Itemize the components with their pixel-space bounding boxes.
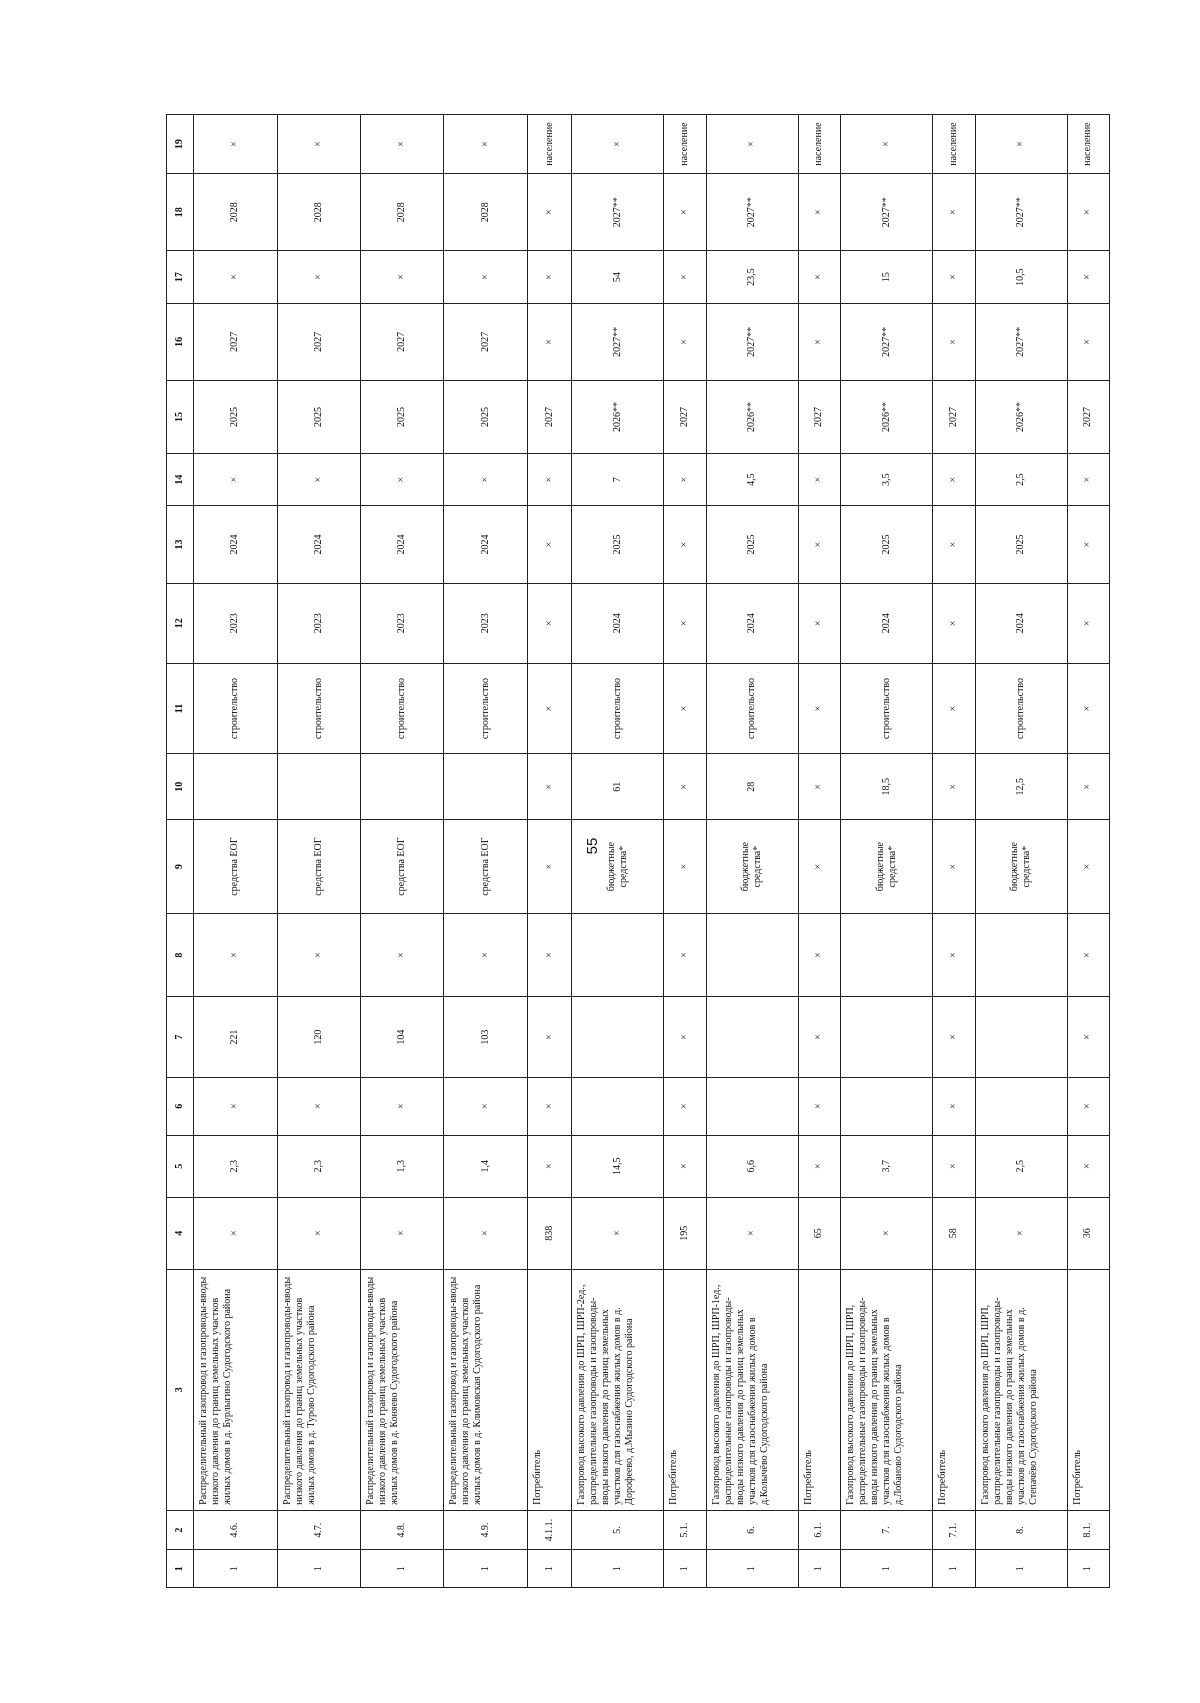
table-cell: × [933,506,975,583]
table-cell: 2025 [194,381,277,454]
table-cell: средства ЕОГ [194,820,277,913]
table-cell: × [798,453,840,506]
table-cell: × [277,1197,360,1269]
table-cell: 2023 [194,583,277,663]
column-header: 10 [167,754,194,820]
table-cell: 4.7. [277,1510,360,1550]
table-cell: × [664,506,706,583]
table-cell: 12,5 [975,754,1067,820]
table-cell [361,754,444,820]
table-cell: 10,5 [975,251,1067,304]
table-cell: бюджетные средства* [572,820,664,913]
row-description: Газопровод высокого давления до ШРП, ШРП-2ед., распределительные газопроводы и газопроводы-вводы низкого давления до границ земельных участков для газоснабжения жилых домов в д. Дорофеево, д.Мызино Судогодского района [572,1269,664,1510]
table-cell: × [706,1197,798,1269]
table-cell: × [798,1135,840,1197]
table-cell: 6.1. [798,1510,840,1550]
table-cell: средства ЕОГ [277,820,360,913]
table-cell: 2027 [527,381,571,454]
table-cell: × [444,913,527,997]
table-cell [841,1077,933,1135]
table-cell: 4.8. [361,1510,444,1550]
table-cell: строительство [841,663,933,753]
table-cell: × [444,251,527,304]
row-description: Потребитель [1067,1269,1109,1510]
table-cell: 2025 [706,506,798,583]
table-cell: 4,5 [706,453,798,506]
table-cell: 2028 [194,174,277,251]
table-cell: × [798,820,840,913]
table-cell: бюджетные средства* [706,820,798,913]
table-cell: 195 [664,1197,706,1269]
row-description: Потребитель [798,1269,840,1510]
table-cell: 2025 [444,381,527,454]
table-cell: строительство [277,663,360,753]
table-cell: 4.6. [194,1510,277,1550]
table-cell: 18,5 [841,754,933,820]
table-cell: × [1067,1077,1109,1135]
column-header: 13 [167,506,194,583]
table-cell: 65 [798,1197,840,1269]
table-cell: × [1067,453,1109,506]
table-cell: × [527,1135,571,1197]
table-cell: 2027 [194,303,277,380]
table-cell: × [1067,583,1109,663]
column-header: 3 [167,1269,194,1510]
table-cell: 8.1. [1067,1510,1109,1550]
table-cell: 7. [841,1510,933,1550]
row-description: Распределительный газопровод и газопроводы-вводы низкого давления до границ земельных участков жилых домов в д. Коняево Судогодского района [361,1269,444,1510]
table-cell: × [194,251,277,304]
table-cell: 1 [444,1550,527,1588]
table-cell: × [664,583,706,663]
table-cell: 2026** [572,381,664,454]
table-cell: × [361,913,444,997]
table-cell: × [194,1197,277,1269]
column-header: 19 [167,115,194,174]
column-header: 2 [167,1510,194,1550]
table-cell: 7.1. [933,1510,975,1550]
table-cell: население [664,115,706,174]
table-cell: × [933,251,975,304]
table-cell: × [277,453,360,506]
table-cell: население [1067,115,1109,174]
table-cell: 2023 [277,583,360,663]
table-cell [572,913,664,997]
table-row [841,115,933,1588]
table-cell: 2024 [277,506,360,583]
table-cell: средства ЕОГ [361,820,444,913]
table-cell: × [933,583,975,663]
table-cell: × [664,1135,706,1197]
table-cell: × [444,115,527,174]
table-cell: 1 [527,1550,571,1588]
table-cell: строительство [444,663,527,753]
table-cell: × [194,115,277,174]
table-cell: × [798,251,840,304]
table-cell: 1 [361,1550,444,1588]
table-cell: 5.1. [664,1510,706,1550]
column-header: 5 [167,1135,194,1197]
table-row [664,115,706,1588]
table-cell [975,997,1067,1077]
table-cell: 2024 [706,583,798,663]
table-cell: × [444,1077,527,1135]
table-cell: 1 [841,1550,933,1588]
table-cell: 2025 [277,381,360,454]
table-cell: 2027 [444,303,527,380]
table-cell: 2,3 [194,1135,277,1197]
table-cell: 120 [277,997,360,1077]
table-cell: × [664,453,706,506]
table-cell [572,1077,664,1135]
table-cell: × [1067,913,1109,997]
table-cell: 14,5 [572,1135,664,1197]
table-cell: × [933,913,975,997]
table-cell [706,913,798,997]
table-cell: 2024 [572,583,664,663]
table-cell: × [933,997,975,1077]
table-cell: 2026** [841,381,933,454]
table-cell: 221 [194,997,277,1077]
table-cell: × [933,820,975,913]
table-row [527,115,571,1588]
table-container [166,114,1110,1588]
table-cell: × [664,820,706,913]
table-cell: × [1067,303,1109,380]
table-cell: × [975,115,1067,174]
table-cell: × [277,251,360,304]
column-header: 16 [167,303,194,380]
row-description: Потребитель [933,1269,975,1510]
table-cell: 28 [706,754,798,820]
row-description: Газопровод высокого давления до ШРП, ШРП, распределительные газопроводы и газопроводы-вводы низкого давления до границ земельных участков для газоснабжения жилых домов в д. Степачёво Судогодского района [975,1269,1067,1510]
header-row [167,115,194,1588]
table-cell [975,1077,1067,1135]
table-cell: 1 [194,1550,277,1588]
table-cell: × [527,303,571,380]
table-cell: × [798,663,840,753]
table-cell: население [798,115,840,174]
table-cell: × [361,251,444,304]
table-cell: × [527,453,571,506]
table-cell: × [664,303,706,380]
table-cell: × [933,174,975,251]
table-cell: 2027** [706,303,798,380]
table-cell: × [798,583,840,663]
table-cell: × [527,913,571,997]
table-cell: 58 [933,1197,975,1269]
table-cell: 2024 [975,583,1067,663]
table-cell: 2,3 [277,1135,360,1197]
table-cell: 15 [841,251,933,304]
table-row [798,115,840,1588]
table-cell: × [664,663,706,753]
table-cell: 1 [933,1550,975,1588]
table-cell: × [798,754,840,820]
table-cell: 1 [706,1550,798,1588]
table-cell: 7 [572,453,664,506]
column-header: 17 [167,251,194,304]
table-cell: × [444,1197,527,1269]
row-description: Распределительный газопровод и газопроводы-вводы низкого давления до границ земельных участков жилых домов в д. Климовская Судогодского района [444,1269,527,1510]
table-cell: 3,5 [841,453,933,506]
row-description: Распределительный газопровод и газопроводы-вводы низкого давления до границ земельных участков жилых домов в д. Бурлыгино Судогодского района [194,1269,277,1510]
table-cell: × [1067,1135,1109,1197]
table-cell: 2027 [1067,381,1109,454]
table-cell: 36 [1067,1197,1109,1269]
row-description: Газопровод высокого давления до ШРП, ШРП-1ед., распределительные газопроводы и газопроводы-вводы низкого давления до границ земельных участков для газоснабжения жилых домов в д.Колычёво Судогодского района [706,1269,798,1510]
table-cell: × [527,506,571,583]
table-cell: × [194,1077,277,1135]
table-cell: 2024 [361,506,444,583]
row-description: Потребитель [527,1269,571,1510]
table-cell [706,1077,798,1135]
table-row [933,115,975,1588]
table-cell: × [361,1197,444,1269]
table-cell: × [444,453,527,506]
table-cell [444,754,527,820]
table-cell: × [361,453,444,506]
table-cell: × [664,1077,706,1135]
table-cell [841,997,933,1077]
table-cell: население [933,115,975,174]
table-cell: × [1067,174,1109,251]
table-cell: средства ЕОГ [444,820,527,913]
row-description: Потребитель [664,1269,706,1510]
table-cell: × [933,754,975,820]
table-cell: × [527,583,571,663]
table-cell: 54 [572,251,664,304]
row-description: Газопровод высокого давления до ШРП, ШРП, распределительные газопроводы и газопроводы-вводы низкого давления до границ земельных участков для газоснабжения жилых домов в д.Лобаново Судогодского района [841,1269,933,1510]
table-cell: 2028 [361,174,444,251]
table-cell: 8. [975,1510,1067,1550]
table-cell: × [664,251,706,304]
table-cell: 1 [798,1550,840,1588]
table-cell: 2025 [572,506,664,583]
table-cell: × [1067,754,1109,820]
table-cell: × [841,115,933,174]
table-cell: 3,7 [841,1135,933,1197]
table-cell [841,913,933,997]
column-header: 9 [167,820,194,913]
page-number: 55 [584,837,601,855]
table-cell: × [277,115,360,174]
table-cell: 2026** [706,381,798,454]
table-cell: × [527,1077,571,1135]
table-cell: × [798,174,840,251]
table-cell: 2027 [277,303,360,380]
table-cell: × [841,1197,933,1269]
table-cell: × [361,1077,444,1135]
table-cell: × [933,303,975,380]
table-cell: × [798,1077,840,1135]
table-cell: × [277,913,360,997]
table-cell: × [664,997,706,1077]
table-cell [277,754,360,820]
table-cell: 1,4 [444,1135,527,1197]
column-header: 12 [167,583,194,663]
table-cell: строительство [975,663,1067,753]
table-cell: × [933,1135,975,1197]
gas-pipeline-table [166,114,1110,1588]
table-cell: 2027** [572,174,664,251]
table-cell [975,913,1067,997]
table-cell: × [527,997,571,1077]
column-header: 6 [167,1077,194,1135]
table-cell: × [572,1197,664,1269]
table-cell: строительство [361,663,444,753]
table-cell: 2027** [572,303,664,380]
table-cell: × [798,506,840,583]
table-cell: бюджетные средства* [841,820,933,913]
table-cell [572,997,664,1077]
table-cell: × [1067,663,1109,753]
row-description: Распределительный газопровод и газопроводы-вводы низкого давления до границ земельных участков жилых домов в д. Турово Судогодского района [277,1269,360,1510]
table-cell: × [933,663,975,753]
table-cell: 2028 [444,174,527,251]
table-cell: × [527,754,571,820]
table-cell: 1 [277,1550,360,1588]
table-cell: 2,5 [975,453,1067,506]
table-cell: × [194,913,277,997]
column-header: 14 [167,453,194,506]
table-cell: 2027 [933,381,975,454]
table-cell: × [194,453,277,506]
table-cell: 5. [572,1510,664,1550]
table-cell: × [527,663,571,753]
table-cell: 2027** [975,303,1067,380]
table-row [194,115,277,1588]
table-cell: × [798,997,840,1077]
table-cell: 6,6 [706,1135,798,1197]
table-cell: 6. [706,1510,798,1550]
table-cell: 4.1.1. [527,1510,571,1550]
table-cell: население [527,115,571,174]
table-cell: 2023 [361,583,444,663]
table-cell: × [706,115,798,174]
table-cell: × [527,820,571,913]
column-header: 8 [167,913,194,997]
table-cell: бюджетные средства* [975,820,1067,913]
table-cell: 1 [975,1550,1067,1588]
table-cell: 2027 [664,381,706,454]
table-cell: строительство [706,663,798,753]
column-header: 18 [167,174,194,251]
table-cell: 2025 [361,381,444,454]
table-cell: × [933,1077,975,1135]
table-cell: 2027** [975,174,1067,251]
table-cell: 1,3 [361,1135,444,1197]
table-cell: 61 [572,754,664,820]
table-cell: 2023 [444,583,527,663]
table-cell: × [277,1077,360,1135]
table-cell: 2024 [444,506,527,583]
table-row [706,115,798,1588]
table-row [1067,115,1109,1588]
column-header: 1 [167,1550,194,1588]
table-row [444,115,527,1588]
column-header: 4 [167,1197,194,1269]
table-cell: 2027 [798,381,840,454]
table-row [975,115,1067,1588]
table-cell: 23,5 [706,251,798,304]
table-cell: 2024 [194,506,277,583]
table-cell: × [798,913,840,997]
table-cell: 2024 [841,583,933,663]
table-cell: строительство [194,663,277,753]
table-cell [706,997,798,1077]
column-header: 11 [167,663,194,753]
table-cell: × [527,174,571,251]
table-cell: 2025 [841,506,933,583]
table-row [361,115,444,1588]
table-cell: × [1067,997,1109,1077]
table-cell: 1 [664,1550,706,1588]
table-cell: 1 [572,1550,664,1588]
table-cell: 2027 [361,303,444,380]
table-cell: 2027** [841,174,933,251]
column-header: 7 [167,997,194,1077]
table-row [572,115,664,1588]
table-cell: × [664,174,706,251]
table-cell: × [527,251,571,304]
table-cell: 103 [444,997,527,1077]
table-cell: × [361,115,444,174]
column-header: 15 [167,381,194,454]
table-cell: × [798,303,840,380]
table-cell: 2026** [975,381,1067,454]
table-cell: строительство [572,663,664,753]
table-cell: × [1067,506,1109,583]
table-cell: × [975,1197,1067,1269]
table-cell: 2027** [706,174,798,251]
table-cell: 1 [1067,1550,1109,1588]
table-cell: × [1067,251,1109,304]
table-cell: 2027** [841,303,933,380]
table-cell: 4.9. [444,1510,527,1550]
table-cell: 104 [361,997,444,1077]
table-cell: × [572,115,664,174]
table-cell: × [664,913,706,997]
table-cell: × [664,754,706,820]
table-cell: 2,5 [975,1135,1067,1197]
table-cell: × [1067,820,1109,913]
table-cell: 2025 [975,506,1067,583]
table-cell [194,754,277,820]
table-row [277,115,360,1588]
table-cell: × [933,453,975,506]
table-cell: 2028 [277,174,360,251]
table-cell: 838 [527,1197,571,1269]
